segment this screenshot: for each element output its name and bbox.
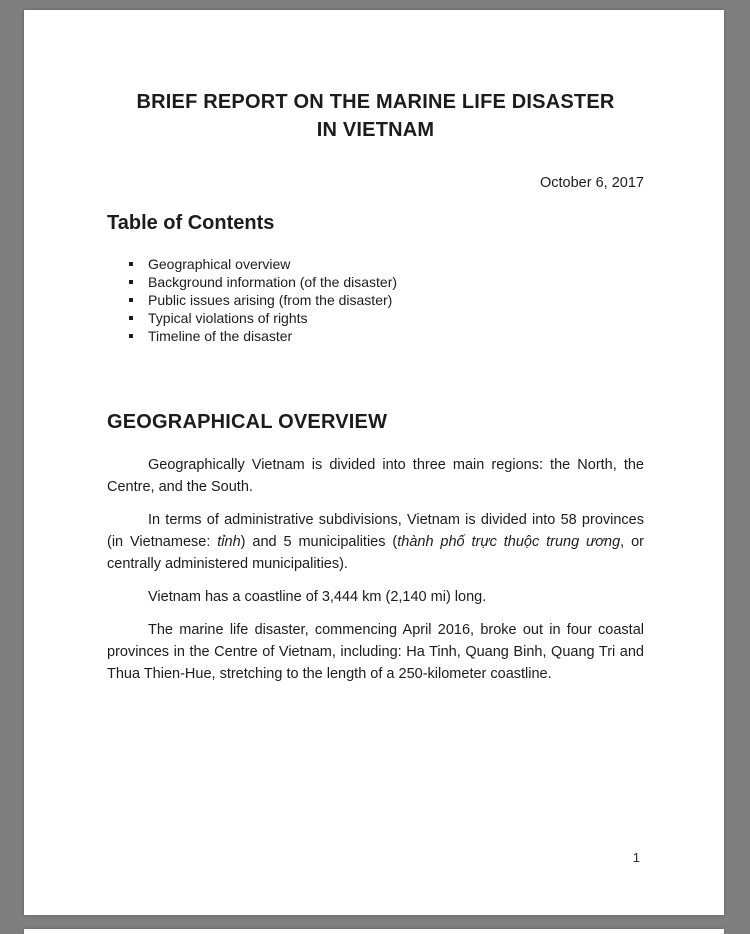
toc-item: Public issues arising (from the disaster) [107, 291, 644, 309]
toc-item: Typical violations of rights [107, 309, 644, 327]
toc-item: Geographical overview [107, 255, 644, 273]
toc-list [107, 255, 644, 345]
paragraph: Vietnam has a coastline of 3,444 km (2,140 mi) long. [148, 589, 487, 605]
report-title [107, 88, 644, 144]
next-page-sliver [24, 929, 724, 934]
report-date: October 6, 2017 [540, 175, 644, 191]
toc-item: Timeline of the disaster [107, 327, 644, 345]
report-title-line-1: BRIEF REPORT ON THE MARINE LIFE DISASTER [136, 91, 615, 113]
page-number: 1 [632, 850, 640, 865]
section-heading-geographical-overview: GEOGRAPHICAL OVERVIEW [107, 411, 388, 433]
section-body-geographical-overview [107, 454, 644, 685]
report-title-line-2: IN VIETNAM [316, 119, 435, 141]
document-page [24, 10, 724, 915]
toc-heading: Table of Contents [107, 212, 275, 234]
paragraph: Geographically Vietnam is divided into three main regions: the North, the Centre, and the South. [107, 457, 644, 495]
paragraph: The marine life disaster, commencing April 2016, broke out in four coastal provinces in the Centre of Vietnam, including: Ha Tinh, Quang Binh, Quang Tri and Thua Thien-Hue, stretching to the length of a 250-kilometer coastline. [107, 622, 644, 682]
paragraph: In terms of administrative subdivisions, Vietnam is divided into 58 provinces (in Vietnamese: tỉnh) and 5 municipalities (thành phố trực thuộc trung ương, or centrally administered municipalities). [107, 512, 644, 572]
toc-item: Background information (of the disaster) [107, 273, 644, 291]
